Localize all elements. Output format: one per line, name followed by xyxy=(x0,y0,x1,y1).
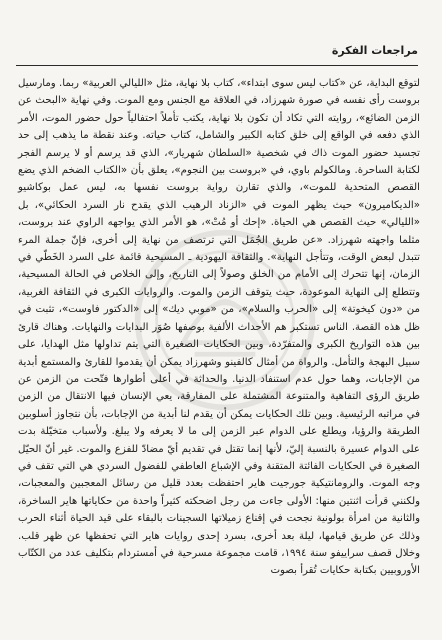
article-body xyxy=(18,75,420,580)
page-header xyxy=(16,44,418,62)
running-head: مراجعات الفكرة xyxy=(331,44,418,57)
header-rule xyxy=(16,65,418,66)
body-paragraph: لتوقع البداية، عن «كتاب ليس سوى ابتداء»، كتاب بلا نهاية، مثل «الليالي العربية» ربما. ومارسيل بروست رأى نفسه في صورة شهرزاد، في العلاقة مع الجنس ومع الموت. وفي نهاية «البحث عن الزمن الضائع»، روايته التي تكاد أن تكون بلا نهاية، يكتب تأملاً احتفالياً حول حضور الموت، الأمر الذي دفعه في الواقع إلى خلق كتابه الكبير والشامل، كتاب حياته. وعند نقطة ما يذهب إلى حد تجسيد حضور الموت ذاك في شخصية «السلطان شهريار»، الذي قد يرسم أو لا يرسم الفجر لكتابة الساحرة. ومالكولم باوي، في «بروست بين النجوم»، يعلق بأن «الكتاب الضخم الذي يضع القصص المتحدية للموت»، والذي تقارن رواية بروست نفسها به، ليس عمل بوكاشيو «الديكاميرون» حيث يظهر الموت في «الزناد الرهيب الذي يقدح نار السرد الحكائي»، بل «الليالي» حيث القصص هي الحياة. «إحك أو مُتْ»، هو الأمر الذي يواجهه الراوي عند بروست، مثلما واجهته شهرزاد. «عن طريق الجُمَل التي ترتصف من نهاية إلى أخرى، فإنّ جملة المرء تتبدل لبعض الوقت، وتتأجل النهاية». والثقافة اليهودية ـ المسيحية قائمة على السرد الخَطّي في الزمان، إنها تتحرك إلى الأمام من الخلق وصولاً إلى التاريخ، وإلى الخلاص في الحالة المسيحية، وتتطلع إلى النهاية الموعودة، حيث يتوقف الزمن والموت. والروايات الكبرى في الثقافة الغربية، من «دون كيخوتة» إلى «الحرب والسلام»، من «موبي ديك» إلى «الدكتور فاوست»، تثبت في ظل هذه القصة. الناس تستكبر هم الأحداث الألفية بوصفها صُوَر البدايات والنهايات. وهناك قارئ بين هذه التواريخ الكبرى والمتفرّدة، وبين الحكايات الصغيرة التي يتم تداولها مثل الهدايا، على سبيل البهجة والتأمل. والرواة من أمثال كالفينو وشهرزاد يمكن أن يقدموا للقارئ والمستمع أبدية من الإجابات، وهما حول عدم استنفاد الدنيا. والحداثة في أعلى أطوارها فتّحت من الزمن عن طريق الرؤى التفاهية والمتنوعة المشتملة على المفارقة، يعي الإنسان فيها الانتقال من الزمن في مراتبه الرئيسية. وبين تلك الحكايات يمكن أن يقدم لنا أبدية من الإجابات، بأن نتجاوز أسلوبين الطريقة والرؤيا، ويطلع على الدوام عبر الزمن إلى ما لا يعرفه ولا يبلغ. ولأسباب متخيّلة بدت على الدوام عسيرة بالنسبة إليّ، لأنها إنما تقتل في تقديم أيّ مضادّ للفزع والموت. غير أنّ الحيّل الصغيرة في الحكايات الفائتة المتقنة وفي الإشباع العاطفي للفضول السردي هي التي تقف في وجه الموت. والرومانتيكية جورجيت هاير احتفظت بعدد قليل من رسائل المعجبين والمعجبات، ولكنني قرأت اثنتين منها: الأولى جاءت من رجل اضحكته كثيراً واحدة من حكاياتها هاير الساخرة، والثانية من امرأة بولونية نجحت في إقناع زميلاتها السجينات بالبقاء على قيد الحياة أثناء الحرب وذلك عن طريق قيامها، ليلة بعد أخرى، بسرد إحدى روايات هاير التي تحفظها عن ظهر قلب. وخلال قصف سراييفو سنة ١٩٩٤، قامت مجموعة مسرحية في أمستردام بتكليف عدد من الكتّاب الأوروبيين بكتابة حكايات تُقرأ بصوت xyxy=(18,78,420,577)
